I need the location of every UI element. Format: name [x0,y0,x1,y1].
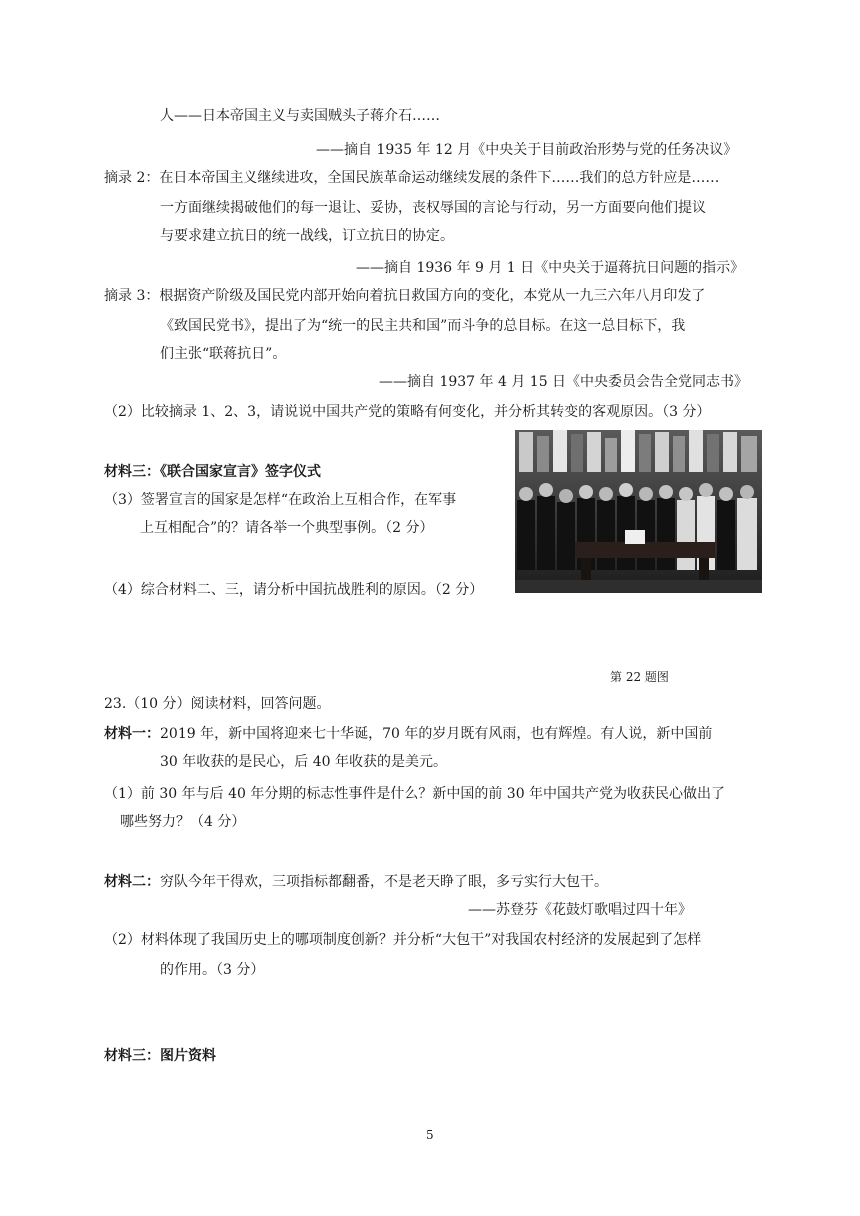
material-2-text: 穷队今年干得欢，三项指标都翻番，不是老天睁了眼，多亏实行大包干。 [160,874,608,890]
question-22-3: （3）签署宣言的国家是怎样“在政治上互相合作，在军事 [104,492,457,508]
question-22-3-cont: 上互相配合”的？请各举一个典型事例。（2 分） [140,520,434,536]
material-2-line [104,872,608,892]
material-1-text: 2019 年，新中国将迎来七十华诞，70 年的岁月既有风雨，也有辉煌。有人说，新中国前 [160,726,713,742]
excerpt1-source: ——摘自 1935 年 12 月《中央关于目前政治形势与党的任务决议》 [316,142,738,158]
excerpt3-text-cont2: 们主张“联蒋抗日”。 [160,346,287,362]
excerpt3-text-cont1: 《致国民党书》，提出了为“统一的民主共和国”而斗争的总目标。在这一总目标下，我 [160,318,686,334]
question-23-2: （2）材料体现了我国历史上的哪项制度创新？并分析“大包干”对我国农村经济的发展起到了怎样 [104,932,702,948]
excerpt2-text-cont2: 与要求建立抗日的统一战线，订立抗日的协定。 [160,228,454,244]
excerpt2-text-cont1: 一方面继续揭破他们的每一退让、妥协，丧权辱国的言论与行动，另一方面要向他们提议 [160,200,706,216]
excerpt2-text: 摘录 2：在日本帝国主义继续进攻，全国民族革命运动继续发展的条件下……我们的总方针应是…… [104,170,720,186]
question-22-4: （4）综合材料二、三，请分析中国抗战胜利的原因。（2 分） [104,582,484,598]
material-1-line [104,724,712,744]
figure-caption: 第 22 题图 [610,670,669,684]
material-2-label: 材料二： [104,874,160,890]
excerpt2-source: ——摘自 1936 年 9 月 1 日《中央关于逼蒋抗日问题的指示》 [356,260,745,276]
excerpt3-source: ——摘自 1937 年 4 月 15 日《中央委员会告全党同志书》 [379,374,749,390]
question-22-2: （2）比较摘录 1、2、3，请说说中国共产党的策略有何变化，并分析其转变的客观原因。（3 分） [104,404,711,420]
question-23-1-cont: 哪些努力？（4 分） [120,814,246,830]
material-3-picture-heading: 材料三：图片资料 [104,1048,216,1064]
page-number: 5 [426,1128,434,1142]
question-23-2-cont: 的作用。（3 分） [160,962,265,978]
material-3-heading: 材料三：《联合国家宣言》签字仪式 [104,464,321,480]
declaration-signing-photo [515,430,762,593]
material-1-text-cont: 30 年收获的是民心，后 40 年收获的是美元。 [160,754,447,770]
question-23-1: （1）前 30 年与后 40 年分期的标志性事件是什么？新中国的前 30 年中国共产党为收获民心做出了 [104,786,726,802]
excerpt3-text: 摘录 3：根据资产阶级及国民党内部开始向着抗日救国方向的变化，本党从一九三六年八月印发了 [104,288,706,304]
excerpt1-text-end: 人——日本帝国主义与卖国贼头子蒋介石…… [160,108,440,124]
material-1-label: 材料一： [104,726,160,742]
question-23-heading: 23.（10 分）阅读材料，回答问题。 [104,696,331,712]
material-2-source: ——苏登芬《花鼓灯歌唱过四十年》 [468,902,692,918]
